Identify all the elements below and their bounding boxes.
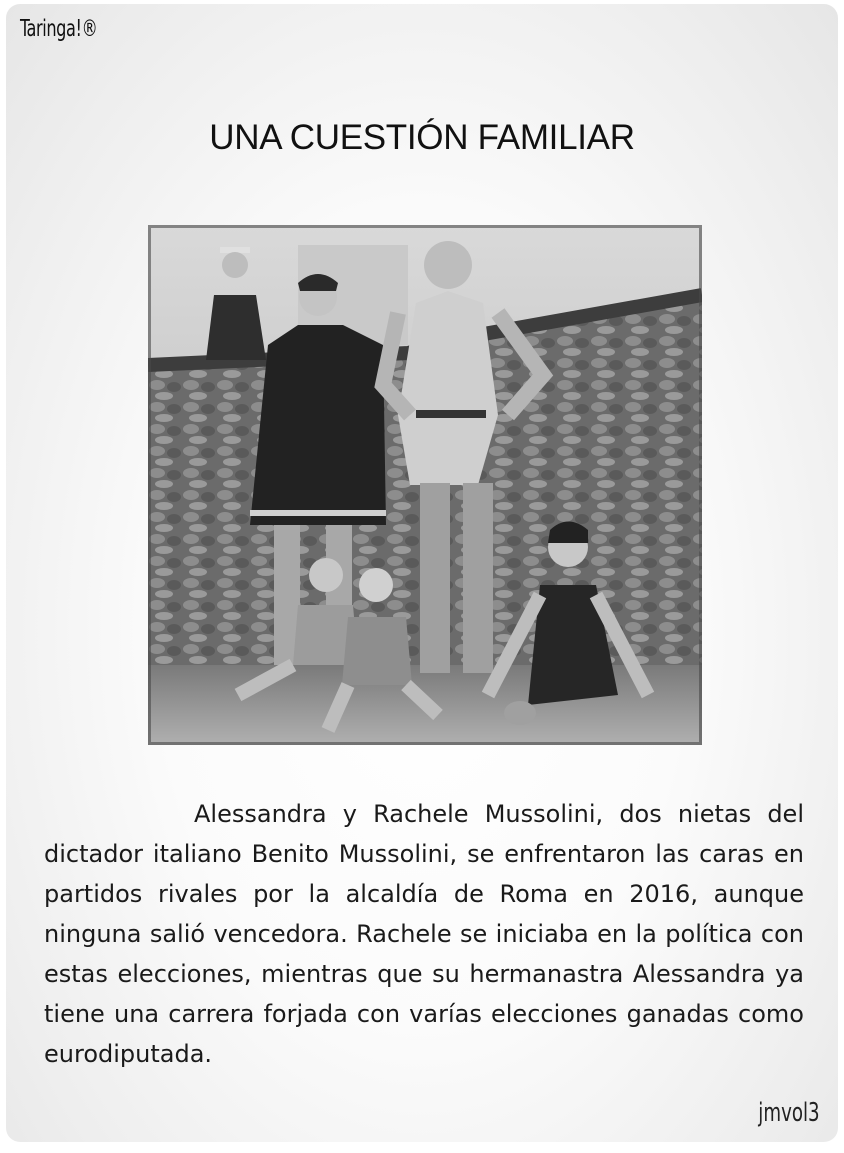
family-photo xyxy=(148,225,702,745)
article-body: Alessandra y Rachele Mussolini, dos nietas del dictador italiano Benito Mussolini, se enfrentaron las caras en partidos rivales por la alcaldía de Roma en 2016, aunque ninguna salió vencedora. Rachele se iniciaba en la política con estas elecciones, mientras que su hermanastra Alessandra ya tiene una carrera forjada con varías elecciones ganadas como eurodiputada. xyxy=(44,800,804,1068)
page-title: UNA CUESTIÓN FAMILIAR xyxy=(209,118,635,157)
taringa-logo: Taringa!® xyxy=(20,16,98,42)
author-signature: jmvol3 xyxy=(758,1098,820,1128)
